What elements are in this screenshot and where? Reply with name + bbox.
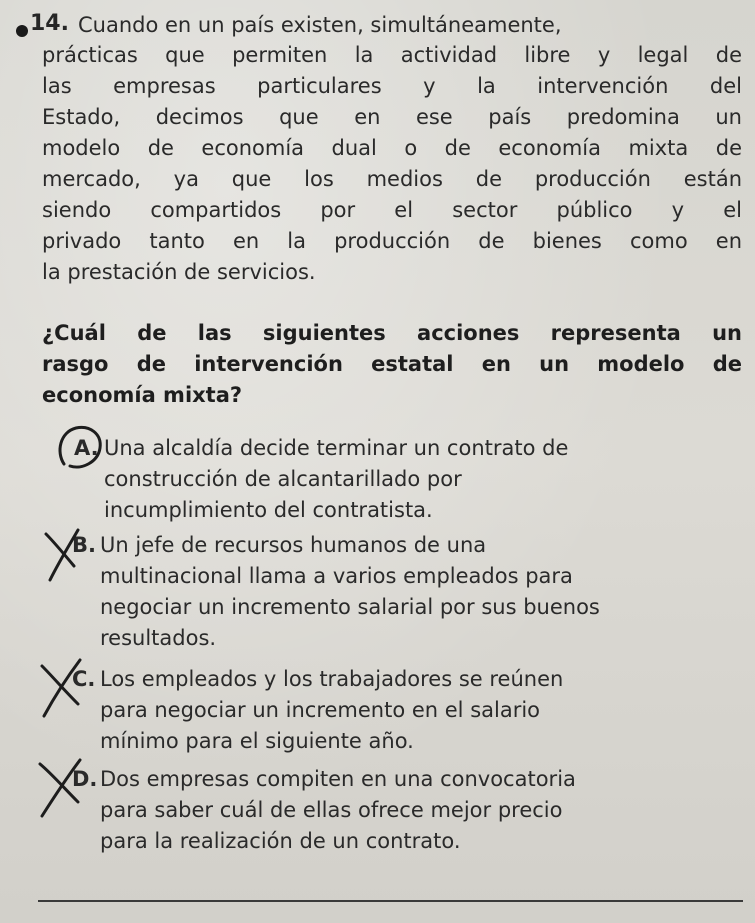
option-a-line-2: construcción de alcantarillado por bbox=[104, 467, 462, 491]
option-c-line-1: Los empleados y los trabajadores se reúnen bbox=[100, 667, 564, 691]
prompt-line-3: economía mixta? bbox=[42, 383, 243, 407]
option-d-line-3: para la realización de un contrato. bbox=[100, 829, 461, 853]
question-number: 14. bbox=[30, 11, 69, 36]
question-bullet bbox=[16, 25, 28, 37]
cross-mark-d-icon bbox=[34, 752, 90, 818]
stem-line-2: prácticas que permiten la actividad libre y legal de bbox=[42, 43, 742, 67]
bottom-rule bbox=[38, 900, 743, 902]
option-b-line-1: Un jefe de recursos humanos de una bbox=[100, 533, 487, 557]
circle-mark-icon bbox=[50, 418, 110, 478]
option-c-line-2: para negociar un incremento en el salario bbox=[100, 698, 541, 722]
option-b-line-4: resultados. bbox=[100, 626, 217, 650]
stem-line-3: las empresas particulares y la intervención del bbox=[42, 74, 742, 98]
stem-line-7: siendo compartidos por el sector público y el bbox=[42, 198, 742, 222]
option-b-line-3: negociar un incremento salarial por sus buenos bbox=[100, 595, 600, 619]
option-a-line-3: incumplimiento del contratista. bbox=[104, 498, 433, 522]
option-b-line-2: multinacional llama a varios empleados para bbox=[100, 564, 573, 588]
option-c-line-3: mínimo para el siguiente año. bbox=[100, 729, 414, 753]
stem-line-9: la prestación de servicios. bbox=[42, 260, 316, 284]
option-d-line-2: para saber cuál de ellas ofrece mejor precio bbox=[100, 798, 563, 822]
option-a-letter: A. bbox=[74, 436, 99, 460]
stem-line-8: privado tanto en la producción de bienes como en bbox=[42, 229, 742, 253]
stem-line-5: modelo de economía dual o de economía mixta de bbox=[42, 136, 742, 160]
option-a-line-1: Una alcaldía decide terminar un contrato de bbox=[104, 436, 569, 460]
stem-line-1: Cuando en un país existen, simultáneamente, bbox=[78, 13, 562, 37]
option-c-letter: C. bbox=[72, 667, 96, 691]
prompt-line-1: ¿Cuál de las siguientes acciones representa un bbox=[42, 321, 742, 345]
stem-line-4: Estado, decimos que en ese país predomina un bbox=[42, 105, 742, 129]
option-b-letter: B. bbox=[72, 533, 96, 557]
stem-line-6: mercado, ya que los medios de producción están bbox=[42, 167, 742, 191]
prompt-line-2: rasgo de intervención estatal en un modelo de bbox=[42, 352, 742, 376]
cross-mark-c-icon bbox=[34, 652, 90, 718]
option-d-line-1: Dos empresas compiten en una convocatoria bbox=[100, 767, 576, 791]
cross-mark-b-icon bbox=[40, 522, 90, 582]
option-d-letter: D. bbox=[72, 767, 98, 791]
